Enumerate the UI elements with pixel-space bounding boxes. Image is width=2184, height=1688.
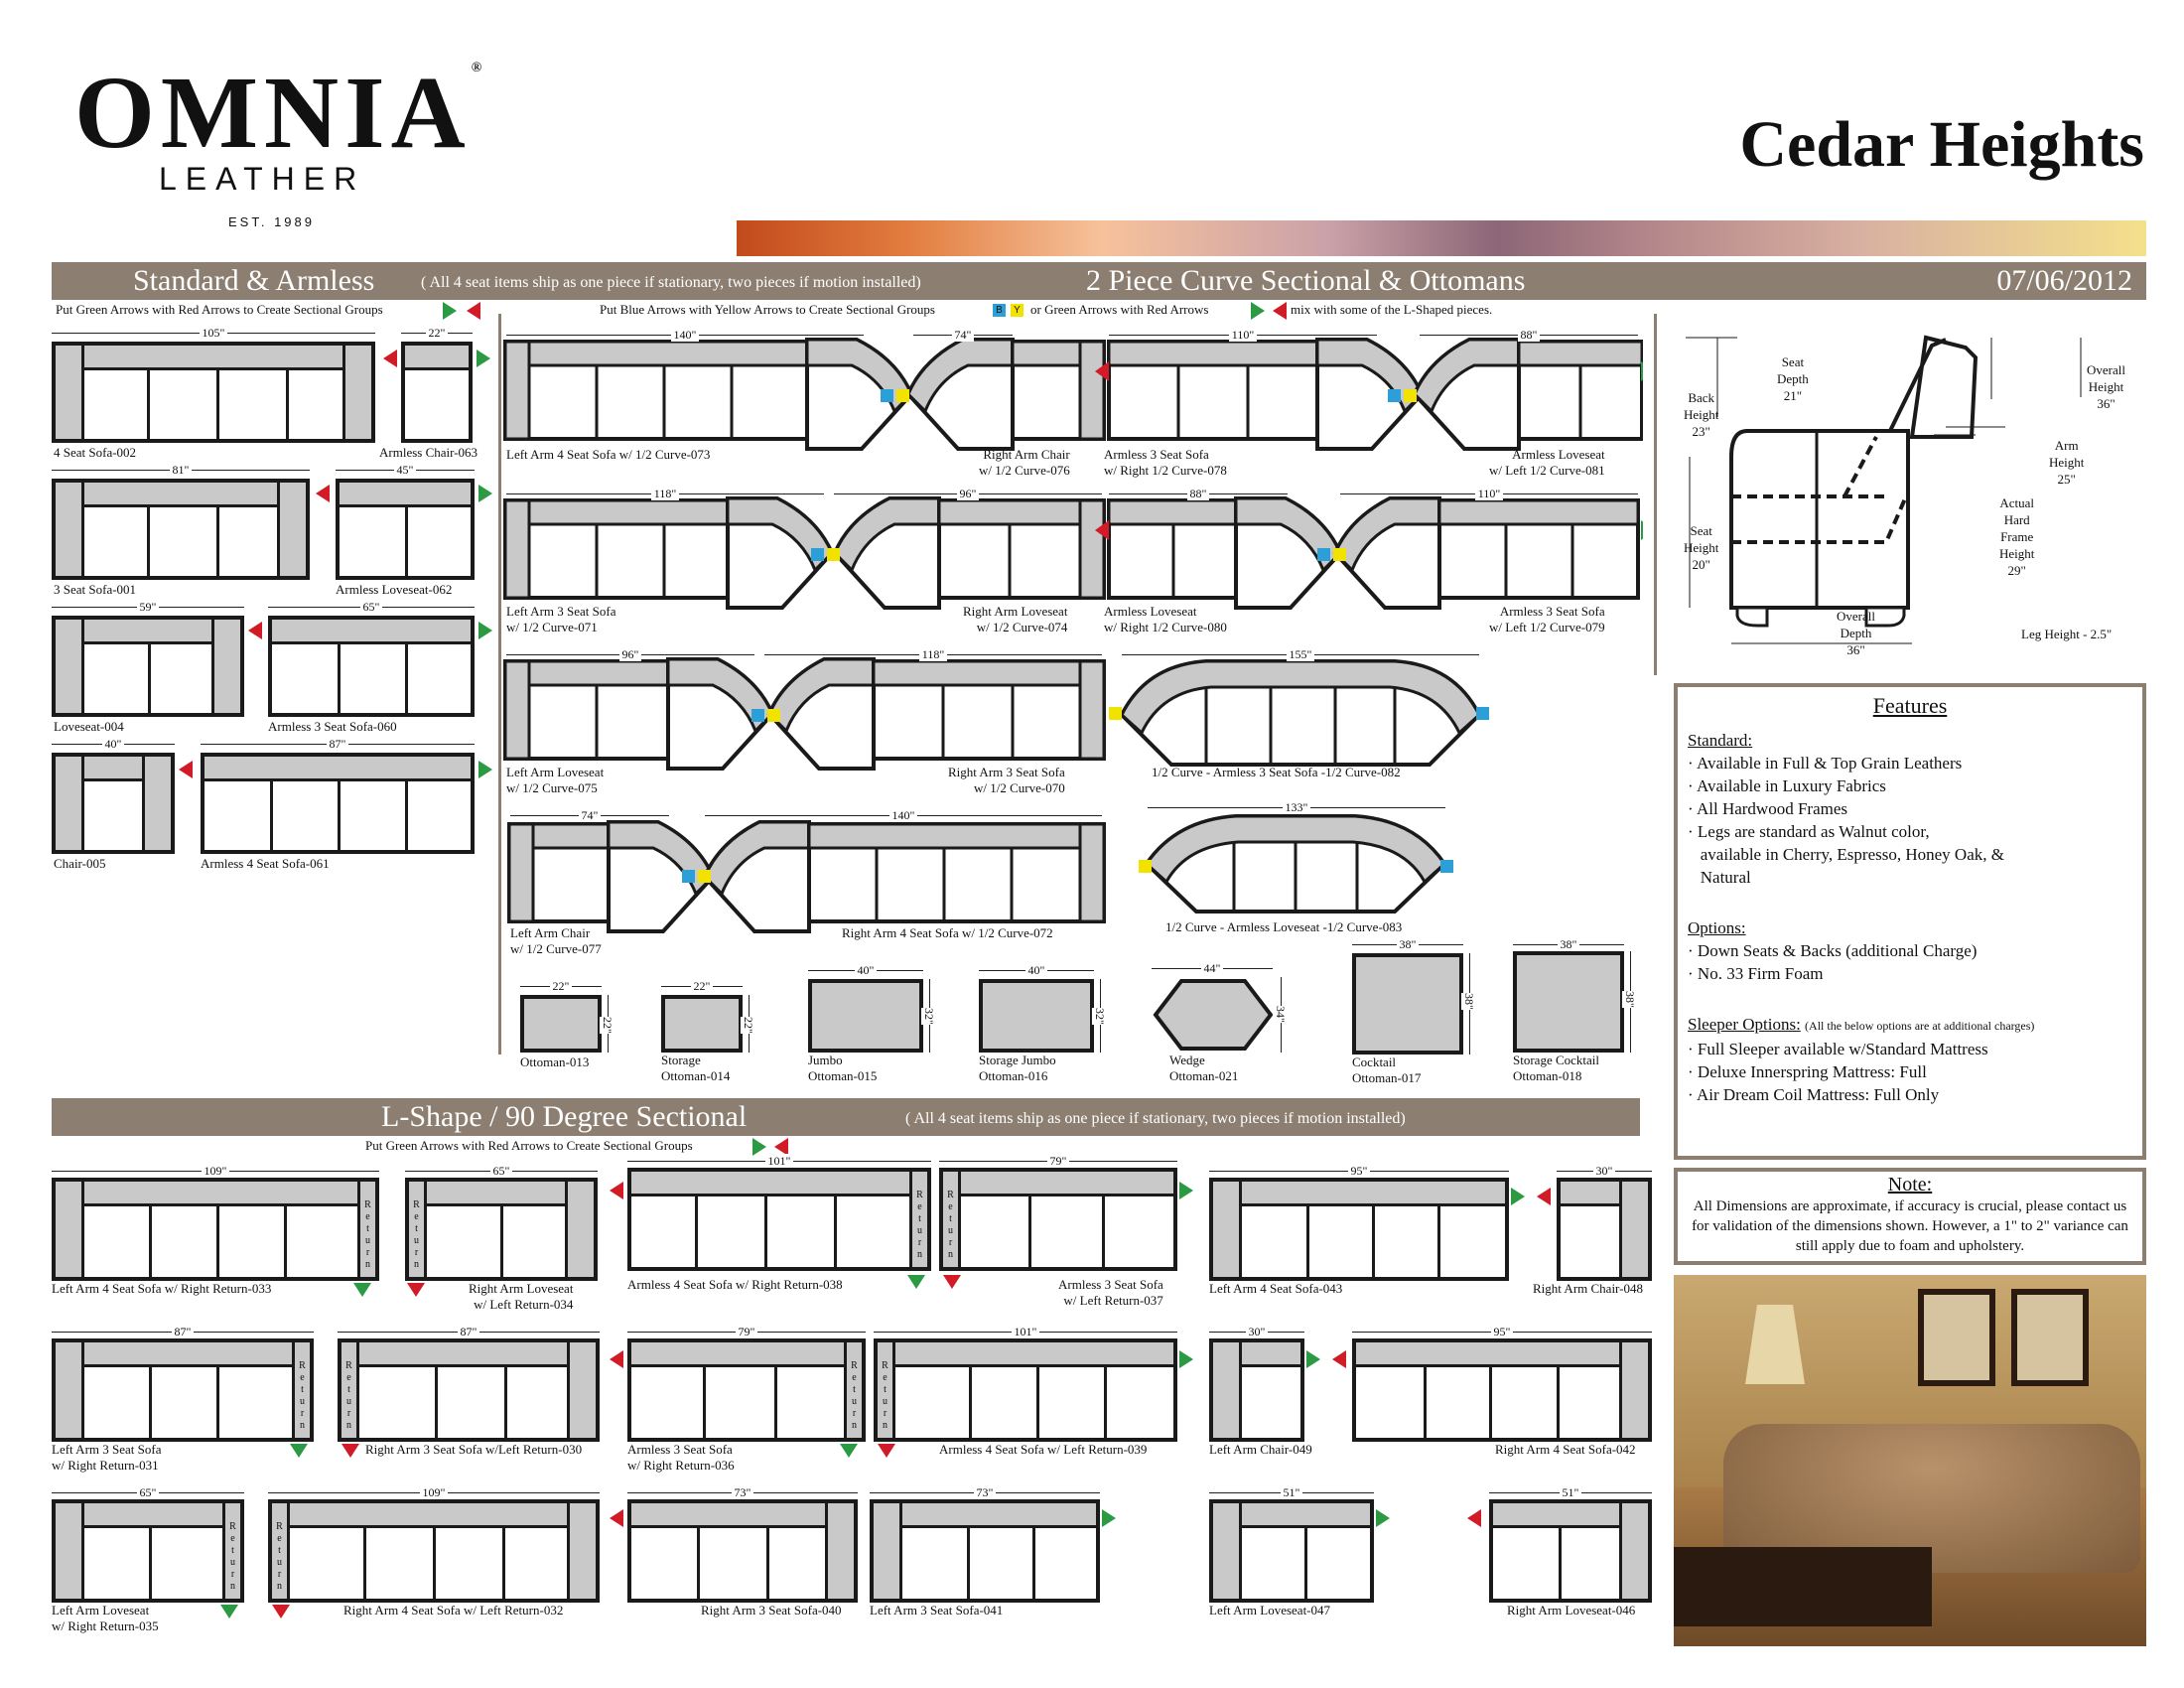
right-arm-4-seat-sofa-left-return[interactable]: R e t u r n xyxy=(268,1499,600,1603)
yellow-arrow-icon: Y xyxy=(1011,304,1024,317)
dimension: 22" xyxy=(520,979,602,993)
red-arrow-icon xyxy=(341,1444,359,1458)
dimension: 74" xyxy=(913,328,1013,342)
caption: Armless 4 Seat Sofa w/ Right Return-038 xyxy=(627,1277,843,1292)
leg-height-label: Leg Height - 2.5" xyxy=(2021,627,2113,641)
caption: Armless Loveseat-062 xyxy=(336,582,453,597)
armless-3-seat-sofa-right-curve[interactable] xyxy=(1109,340,1422,449)
caption: Left Arm Loveseat w/ Right Return-035 xyxy=(52,1603,159,1633)
product-photo xyxy=(1674,1275,2146,1646)
armless-loveseat-left-curve[interactable] xyxy=(1415,340,1642,449)
dimension: 101" xyxy=(627,1154,931,1168)
dimension: 59" xyxy=(52,600,244,614)
caption: Right Arm 4 Seat Sofa-042 xyxy=(1495,1442,1636,1457)
dimension: 105" xyxy=(52,326,375,340)
dimension: 79" xyxy=(939,1154,1177,1168)
red-arrow-icon xyxy=(1467,1509,1481,1527)
green-arrow-icon xyxy=(840,1444,858,1458)
loveseat[interactable] xyxy=(52,616,244,717)
dimension: 87" xyxy=(201,737,475,751)
dimension: 87" xyxy=(338,1325,600,1338)
dimension: 65" xyxy=(52,1485,244,1499)
caption: Right Arm Loveseat w/ Left Return-034 xyxy=(469,1281,574,1312)
ottoman[interactable] xyxy=(520,995,602,1053)
dimension: 44" xyxy=(1152,961,1273,975)
caption: Armless 3 Seat Sofa w/ Right Return-036 xyxy=(627,1442,735,1473)
caption: Right Arm 4 Seat Sofa w/ 1/2 Curve-072 xyxy=(842,925,1053,940)
dimension: 22" xyxy=(661,979,743,993)
section-title-curve: 2 Piece Curve Sectional & Ottomans xyxy=(1086,264,1526,297)
standard-heading: Standard: xyxy=(1688,731,1753,750)
dimension: 38" xyxy=(1513,937,1624,951)
armless-4-seat-sofa-left-return[interactable]: R e t u r n xyxy=(874,1338,1177,1442)
armless-3-seat-sofa-right-return[interactable]: R e t u r n xyxy=(627,1338,866,1442)
feature-item: · Deluxe Innerspring Mattress: Full xyxy=(1688,1062,1927,1081)
features-title: Features xyxy=(1872,693,1948,718)
dimension: 74" xyxy=(510,808,669,822)
caption: Ottoman-013 xyxy=(520,1055,590,1069)
caption: Right Arm Loveseat-046 xyxy=(1507,1603,1636,1618)
green-arrow-icon xyxy=(353,1283,371,1297)
right-arm-loveseat[interactable] xyxy=(1489,1499,1652,1603)
caption: Left Arm 3 Seat Sofa w/ 1/2 Curve-071 xyxy=(506,604,616,634)
dimension: 109" xyxy=(268,1485,600,1499)
curve-sectionals-drawing xyxy=(501,328,1643,963)
right-arm-3-seat-sofa-left-return[interactable]: R e t u r n xyxy=(338,1338,600,1442)
hint-lshape: Put Green Arrows with Red Arrows to Create Sectional Groups xyxy=(365,1138,693,1153)
dimension: 38" xyxy=(1352,937,1463,951)
left-arm-4-seat-sofa[interactable] xyxy=(1209,1178,1509,1281)
green-arrow-icon xyxy=(1179,1182,1193,1199)
frame-height-label: Actual Hard Frame Height 29" xyxy=(1999,495,2035,578)
dimension: 88" xyxy=(1109,487,1288,500)
seat-height-label: Seat Height 20" xyxy=(1684,523,1719,572)
brand-established: EST. 1989 xyxy=(228,214,315,229)
caption: Wedge Ottoman-021 xyxy=(1169,1053,1239,1083)
hint-curve: Put Blue Arrows with Yellow Arrows to Create Sectional Groups xyxy=(600,302,935,317)
caption: Right Arm 4 Seat Sofa w/ Left Return-032 xyxy=(343,1603,564,1618)
armless-3-seat-sofa-left-return[interactable]: R e t u r n xyxy=(939,1168,1177,1271)
caption: 4 Seat Sofa-002 xyxy=(54,445,137,460)
jumbo-ottoman[interactable] xyxy=(808,979,923,1053)
armless-4-seat-sofa-right-return[interactable]: R e t u r n xyxy=(627,1168,931,1271)
brand-subtitle: LEATHER xyxy=(159,161,366,197)
sofa-3-seat[interactable] xyxy=(52,479,310,580)
section-title-standard: Standard & Armless xyxy=(133,264,375,297)
red-arrow-icon xyxy=(1273,302,1287,320)
green-arrow-icon xyxy=(220,1605,238,1618)
sleeper-heading: Sleeper Options: xyxy=(1688,1015,1801,1034)
red-arrow-icon xyxy=(1332,1350,1346,1368)
dimension: 45" xyxy=(336,463,475,477)
red-arrow-icon xyxy=(179,761,193,778)
red-arrow-icon xyxy=(610,1509,623,1527)
red-arrow-icon xyxy=(878,1444,895,1458)
armless-3-seat-sofa[interactable] xyxy=(268,616,475,717)
dimension: 118" xyxy=(506,487,824,500)
sofa-4-seat[interactable] xyxy=(52,342,375,443)
red-arrow-icon xyxy=(272,1605,290,1618)
curve-armless-loveseat-curve[interactable] xyxy=(1147,816,1444,912)
red-arrow-icon xyxy=(943,1275,961,1289)
note-title: Note: xyxy=(1887,1174,1933,1196)
caption: Right Arm 3 Seat Sofa w/ 1/2 Curve-070 xyxy=(948,765,1065,795)
dimension: 40" xyxy=(979,963,1094,977)
caption: Right Arm Loveseat w/ 1/2 Curve-074 xyxy=(963,604,1068,634)
red-arrow-icon xyxy=(383,350,397,367)
note-panel xyxy=(1674,1168,2146,1265)
green-arrow-icon xyxy=(477,350,490,367)
left-arm-chair[interactable] xyxy=(1209,1338,1304,1442)
left-arm-loveseat-right-return[interactable]: R e t u r n xyxy=(52,1499,244,1603)
dimension: 101" xyxy=(874,1325,1177,1338)
caption: Left Arm Loveseat w/ 1/2 Curve-075 xyxy=(506,765,605,795)
dimension: 40" xyxy=(808,963,923,977)
dimension: 87" xyxy=(52,1325,314,1338)
caption: Left Arm 3 Seat Sofa w/ Right Return-031 xyxy=(52,1442,162,1473)
dimension: 22" xyxy=(608,995,609,1053)
red-arrow-icon xyxy=(610,1182,623,1199)
left-arm-3-seat-sofa-curve[interactable] xyxy=(505,498,832,608)
dimension: 133" xyxy=(1148,800,1445,814)
right-arm-loveseat-left-return[interactable]: R e t u r n xyxy=(405,1178,598,1281)
armless-3-seat-sofa-left-curve[interactable] xyxy=(1335,498,1638,608)
left-arm-loveseat-curve[interactable] xyxy=(505,659,772,769)
caption: Left Arm Loveseat-047 xyxy=(1209,1603,1331,1618)
caption: Armless 3 Seat Sofa w/ Left 1/2 Curve-079 xyxy=(1489,604,1605,634)
caption: Left Arm 4 Seat Sofa-043 xyxy=(1209,1281,1343,1296)
hint-curve-2: or Green Arrows with Red Arrows xyxy=(1030,302,1209,317)
caption: Left Arm Chair-049 xyxy=(1209,1442,1312,1457)
caption: Storage Cocktail Ottoman-018 xyxy=(1513,1053,1600,1083)
dimension: 96" xyxy=(506,647,754,661)
red-arrow-icon xyxy=(248,622,262,639)
seat-depth-label: Seat Depth 21" xyxy=(1777,354,1809,403)
dimension: 73" xyxy=(870,1485,1100,1499)
caption: 3 Seat Sofa-001 xyxy=(54,582,137,597)
section-bar-top xyxy=(52,262,2146,300)
armless-loveseat[interactable] xyxy=(336,479,475,580)
green-arrow-icon xyxy=(443,302,457,320)
note-text: All Dimensions are approximate, if accuracy is crucial, please contact us for validation of the dimensions shown. However, a 1" to 2" variance can still apply due to foam and upholstery. xyxy=(1692,1198,2128,1254)
section-title-lshape: L-Shape / 90 Degree Sectional xyxy=(381,1100,748,1133)
caption: Loveseat-004 xyxy=(54,719,124,734)
right-arm-4-seat-sofa-curve[interactable] xyxy=(705,822,1104,931)
column-divider xyxy=(1654,314,1657,675)
caption: Armless 4 Seat Sofa-061 xyxy=(201,856,330,871)
left-arm-3-seat-sofa-right-return[interactable]: R e t u r n xyxy=(52,1338,314,1442)
caption: Armless Loveseat w/ Right 1/2 Curve-080 xyxy=(1104,604,1227,634)
caption: Chair-005 xyxy=(54,856,106,871)
caption: Right Arm 3 Seat Sofa w/Left Return-030 xyxy=(365,1442,583,1457)
armless-loveseat-right-curve[interactable] xyxy=(1109,498,1340,608)
dimension: 81" xyxy=(52,463,310,477)
dimension: 109" xyxy=(52,1164,379,1178)
right-arm-3-seat-sofa-curve[interactable] xyxy=(769,659,1104,769)
caption: Left Arm 3 Seat Sofa-041 xyxy=(870,1603,1004,1618)
sleeper-note: (All the below options are at additional charges) xyxy=(1805,1019,2035,1033)
feature-item: · Legs are standard as Walnut color, available in Cherry, Espresso, Honey Oak, & Natural xyxy=(1688,822,2004,887)
feature-item: · Available in Full & Top Grain Leathers xyxy=(1688,754,1963,773)
green-arrow-icon xyxy=(1251,302,1265,320)
dimension: 95" xyxy=(1352,1325,1652,1338)
caption: Right Arm 3 Seat Sofa-040 xyxy=(701,1603,842,1618)
green-arrow-icon xyxy=(478,485,492,502)
feature-item: · Available in Luxury Fabrics xyxy=(1688,776,1886,795)
right-arm-chair[interactable] xyxy=(1557,1178,1652,1281)
feature-item: · No. 33 Firm Foam xyxy=(1688,964,1824,983)
side-profile-drawing xyxy=(1678,328,2144,665)
caption: Left Arm 4 Seat Sofa w/ 1/2 Curve-073 xyxy=(506,447,711,462)
right-arm-loveseat-curve[interactable] xyxy=(835,498,1104,608)
chair[interactable] xyxy=(52,753,175,854)
dimension: 140" xyxy=(506,328,864,342)
dimension: 51" xyxy=(1209,1485,1374,1499)
dimension: 88" xyxy=(1420,328,1638,342)
features-panel xyxy=(1674,683,2146,1160)
right-arm-3-seat-sofa[interactable] xyxy=(627,1499,858,1603)
dimension: 118" xyxy=(764,647,1102,661)
green-arrow-icon xyxy=(907,1275,925,1289)
armless-chair[interactable] xyxy=(401,342,473,443)
feature-item: · Air Dream Coil Mattress: Full Only xyxy=(1688,1085,1940,1104)
dimension: 95" xyxy=(1209,1164,1509,1178)
caption: Cocktail Ottoman-017 xyxy=(1352,1055,1422,1085)
green-arrow-icon xyxy=(290,1444,308,1458)
feature-item: · All Hardwood Frames xyxy=(1688,799,1848,818)
red-arrow-icon xyxy=(407,1283,425,1297)
storage-jumbo-ottoman[interactable] xyxy=(979,979,1094,1053)
caption: Armless 3 Seat Sofa-060 xyxy=(268,719,397,734)
blue-arrow-icon: B xyxy=(993,304,1006,317)
storage-ottoman[interactable] xyxy=(661,995,743,1053)
dimension: 110" xyxy=(1340,487,1638,500)
curve-armless-3-seat-sofa-curve[interactable] xyxy=(1122,661,1479,765)
features-list xyxy=(1678,729,2142,1106)
section-note-lshape: ( All 4 seat items ship as one piece if stationary, two pieces if motion installed) xyxy=(905,1110,1406,1127)
caption: Armless 3 Seat Sofa w/ Left Return-037 xyxy=(1058,1277,1163,1308)
dimension: 34" xyxy=(1281,977,1282,1053)
green-arrow-icon xyxy=(478,622,492,639)
dimension: 73" xyxy=(627,1485,858,1499)
red-arrow-icon xyxy=(610,1350,623,1368)
left-arm-3-seat-sofa[interactable] xyxy=(870,1499,1100,1603)
green-arrow-icon xyxy=(478,761,492,778)
dimension: 140" xyxy=(705,808,1102,822)
left-arm-4-seat-sofa-right-return[interactable]: R e t u r n xyxy=(52,1178,379,1281)
green-arrow-icon xyxy=(1102,1509,1116,1527)
brand-logo: OMNIA® xyxy=(74,56,488,170)
red-arrow-icon xyxy=(316,485,330,502)
right-arm-chair-curve[interactable] xyxy=(908,340,1104,449)
dimension: 155" xyxy=(1122,647,1479,661)
options-heading: Options: xyxy=(1688,918,1746,937)
feature-item: · Down Seats & Backs (additional Charge) xyxy=(1688,941,1978,960)
hint-curve-3: mix with some of the L-Shaped pieces. xyxy=(1291,302,1493,317)
caption: Armless 3 Seat Sofa w/ Right 1/2 Curve-078 xyxy=(1104,447,1227,478)
dimension: 96" xyxy=(834,487,1102,500)
arm-height-label: Arm Height 25" xyxy=(2049,438,2085,487)
dimension: 65" xyxy=(405,1164,598,1178)
caption: 1/2 Curve - Armless 3 Seat Sofa -1/2 Curve-082 xyxy=(1152,765,1401,779)
dimension: 30" xyxy=(1209,1325,1304,1338)
overall-depth-label: Overall Depth 36" xyxy=(1837,609,1875,657)
caption: Jumbo Ottoman-015 xyxy=(808,1053,878,1083)
dimension: 22" xyxy=(401,326,473,340)
right-arm-4-seat-sofa[interactable] xyxy=(1352,1338,1652,1442)
green-arrow-icon xyxy=(1511,1188,1525,1205)
dimension: 40" xyxy=(52,737,175,751)
feature-item: · Full Sleeper available w/Standard Mattress xyxy=(1688,1040,1988,1058)
caption: Left Arm Chair w/ 1/2 Curve-077 xyxy=(510,925,602,956)
dimension: 32" xyxy=(929,979,930,1053)
caption: Armless Chair-063 xyxy=(379,445,478,460)
armless-4-seat-sofa[interactable] xyxy=(201,753,475,854)
left-arm-loveseat[interactable] xyxy=(1209,1499,1374,1603)
left-arm-4-seat-sofa-curve[interactable] xyxy=(505,340,911,449)
section-bar-lshape xyxy=(52,1098,1640,1136)
back-height-label: Back Height 23" xyxy=(1684,390,1719,439)
dimension: 32" xyxy=(1100,979,1101,1053)
dimension: 38" xyxy=(1630,951,1631,1053)
section-note-standard: ( All 4 seat items ship as one piece if stationary, two pieces if motion installed) xyxy=(421,274,921,291)
dimension: 38" xyxy=(1469,953,1470,1055)
green-arrow-icon xyxy=(1179,1350,1193,1368)
wedge-ottoman[interactable] xyxy=(1152,977,1275,1053)
caption: 1/2 Curve - Armless Loveseat -1/2 Curve-083 xyxy=(1165,919,1403,934)
caption: Right Arm Chair w/ 1/2 Curve-076 xyxy=(979,447,1070,478)
caption: Armless 4 Seat Sofa w/ Left Return-039 xyxy=(939,1442,1148,1457)
red-arrow-icon xyxy=(467,302,480,320)
caption: Right Arm Chair-048 xyxy=(1533,1281,1643,1296)
green-arrow-icon xyxy=(1376,1509,1390,1527)
date: 07/06/2012 xyxy=(1996,264,2132,297)
red-arrow-icon xyxy=(1537,1188,1551,1205)
storage-cocktail-ottoman[interactable] xyxy=(1513,951,1624,1053)
caption: Armless Loveseat w/ Left 1/2 Curve-081 xyxy=(1489,447,1605,478)
caption: Left Arm 4 Seat Sofa w/ Right Return-033 xyxy=(52,1281,272,1296)
dimension: 30" xyxy=(1557,1164,1652,1178)
hint-standard: Put Green Arrows with Red Arrows to Create Sectional Groups xyxy=(56,302,383,317)
dimension: 22" xyxy=(749,995,750,1053)
dimension: 110" xyxy=(1109,328,1377,342)
cocktail-ottoman[interactable] xyxy=(1352,953,1463,1055)
product-title: Cedar Heights xyxy=(1739,108,2144,181)
caption: Storage Ottoman-014 xyxy=(661,1053,731,1083)
dimension: 79" xyxy=(627,1325,866,1338)
dimension: 65" xyxy=(268,600,475,614)
caption: Storage Jumbo Ottoman-016 xyxy=(979,1053,1056,1083)
dimension: 51" xyxy=(1489,1485,1652,1499)
overall-height-label: Overall Height 36" xyxy=(2087,362,2125,411)
green-arrow-icon xyxy=(1306,1350,1320,1368)
leather-banner xyxy=(737,220,2146,256)
